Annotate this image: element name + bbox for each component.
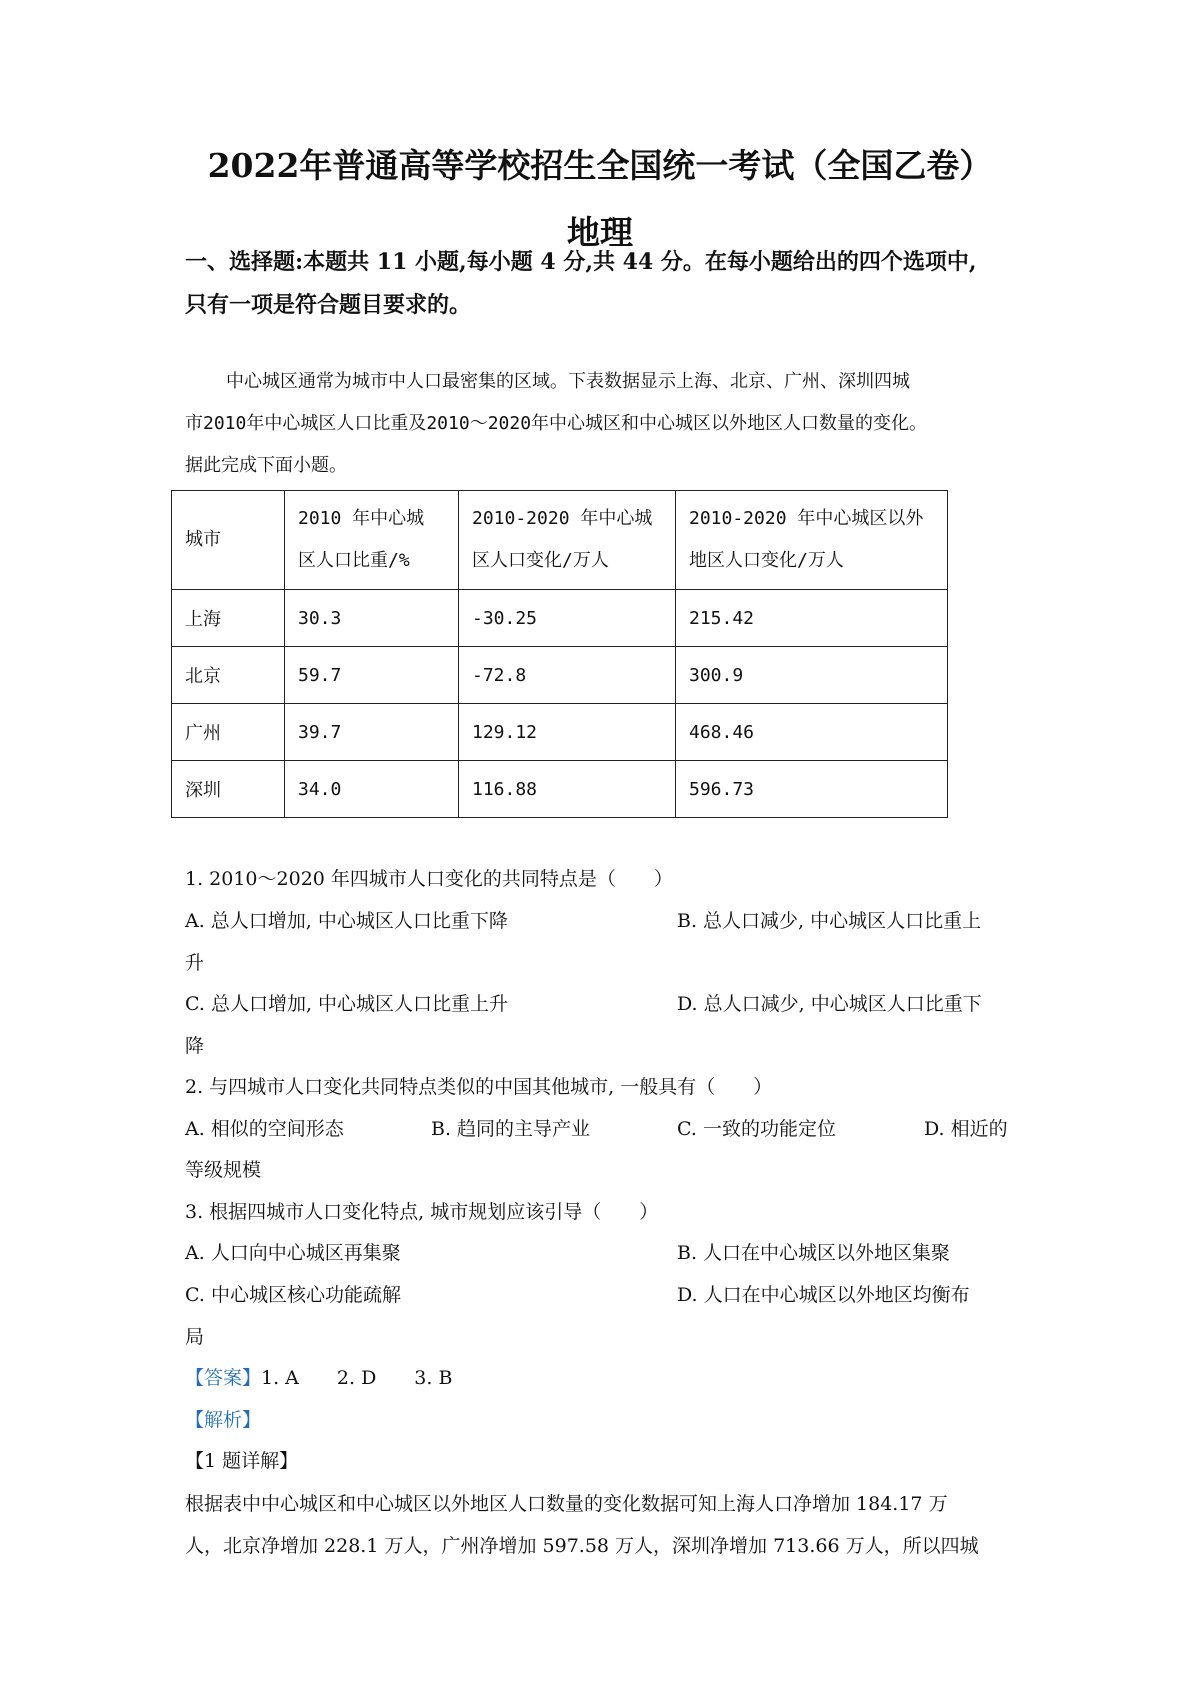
analysis-label: 【解析】 bbox=[185, 1409, 262, 1431]
q3-option-c: C. 中心城区核心功能疏解 bbox=[185, 1284, 401, 1306]
intro-line1: 中心城区通常为城市中人口最密集的区域。下表数据显示上海、北京、广州、深圳四城 bbox=[226, 371, 910, 392]
q1-option-c: C. 总人口增加, 中心城区人口比重上升 bbox=[185, 993, 509, 1015]
q1-option-d-wrap: 降 bbox=[185, 1035, 205, 1057]
q2-option-b: B. 趋同的主导产业 bbox=[431, 1118, 591, 1140]
intro-line3: 据此完成下面小题。 bbox=[185, 455, 347, 476]
q2-option-d-wrap: 等级规模 bbox=[185, 1159, 262, 1181]
subject-title: 地理 bbox=[567, 213, 633, 252]
table-cell: 深圳 bbox=[172, 761, 285, 818]
table-cell: 广州 bbox=[172, 704, 285, 761]
q2-option-d: D. 相近的 bbox=[924, 1118, 1008, 1140]
q2-option-c: C. 一致的功能定位 bbox=[677, 1118, 836, 1140]
header-ratio: 2010 年中心城 区人口比重/% bbox=[285, 491, 459, 590]
table-cell: 468.46 bbox=[676, 704, 948, 761]
table-cell: 300.9 bbox=[676, 647, 948, 704]
population-table bbox=[171, 490, 948, 818]
q3-option-d: D. 人口在中心城区以外地区均衡布 bbox=[677, 1284, 970, 1306]
table-header-row bbox=[172, 491, 948, 590]
table-row bbox=[172, 647, 948, 704]
exam-title: 2022年普通高等学校招生全国统一考试（全国乙卷） bbox=[207, 146, 993, 185]
table-cell: 596.73 bbox=[676, 761, 948, 818]
answer-text: 1. A 2. D 3. B bbox=[261, 1367, 453, 1389]
table-cell: 129.12 bbox=[459, 704, 676, 761]
intro-line2: 市2010年中心城区人口比重及2010～2020年中心城区和中心城区以外地区人口数量的变化。 bbox=[185, 413, 928, 434]
answer-label: 【答案】 bbox=[185, 1367, 262, 1389]
q2-stem: 2. 与四城市人口变化共同特点类似的中国其他城市, 一般具有（ ） bbox=[185, 1076, 773, 1098]
table-cell: 34.0 bbox=[285, 761, 459, 818]
table-row bbox=[172, 761, 948, 818]
detail-line2: 人，北京净增加 228.1 万人，广州净增加 597.58 万人，深圳净增加 713.66 万人，所以四城 bbox=[185, 1535, 979, 1557]
table-cell: -30.25 bbox=[459, 590, 676, 647]
detail-line1: 根据表中中心城区和中心城区以外地区人口数量的变化数据可知上海人口净增加 184.17 万 bbox=[185, 1493, 948, 1515]
q1-option-a: A. 总人口增加, 中心城区人口比重下降 bbox=[185, 910, 508, 932]
q2-option-a: A. 相似的空间形态 bbox=[185, 1118, 344, 1140]
table-cell: 59.7 bbox=[285, 647, 459, 704]
q3-option-b: B. 人口在中心城区以外地区集聚 bbox=[677, 1242, 951, 1264]
q1-stem: 1. 2010～2020 年四城市人口变化的共同特点是（ ） bbox=[185, 868, 673, 890]
table-cell: 30.3 bbox=[285, 590, 459, 647]
q1-option-b-wrap: 升 bbox=[185, 952, 205, 974]
q1-option-b: B. 总人口减少, 中心城区人口比重上 bbox=[677, 910, 982, 932]
q3-option-d-wrap: 局 bbox=[185, 1326, 205, 1348]
detail-label: 【1 题详解】 bbox=[185, 1450, 299, 1472]
answer-line bbox=[185, 1363, 452, 1390]
header-outer-change: 2010-2020 年中心城区以外 地区人口变化/万人 bbox=[676, 491, 948, 590]
table-cell: -72.8 bbox=[459, 647, 676, 704]
table-cell: 北京 bbox=[172, 647, 285, 704]
table-cell: 116.88 bbox=[459, 761, 676, 818]
q3-option-a: A. 人口向中心城区再集聚 bbox=[185, 1242, 401, 1264]
header-center-change: 2010-2020 年中心城 区人口变化/万人 bbox=[459, 491, 676, 590]
header-city: 城市 bbox=[172, 491, 285, 590]
table-row bbox=[172, 590, 948, 647]
q1-option-d: D. 总人口减少, 中心城区人口比重下 bbox=[677, 993, 982, 1015]
section-heading-line2: 只有一项是符合题目要求的。 bbox=[185, 292, 472, 318]
section-heading-line1: 一、选择题:本题共 11 小题,每小题 4 分,共 44 分。在每小题给出的四个选项中, bbox=[185, 249, 977, 275]
table-row bbox=[172, 704, 948, 761]
q3-stem: 3. 根据四城市人口变化特点, 城市规划应该引导（ ） bbox=[185, 1201, 659, 1223]
table-cell: 39.7 bbox=[285, 704, 459, 761]
table-cell: 上海 bbox=[172, 590, 285, 647]
table-cell: 215.42 bbox=[676, 590, 948, 647]
